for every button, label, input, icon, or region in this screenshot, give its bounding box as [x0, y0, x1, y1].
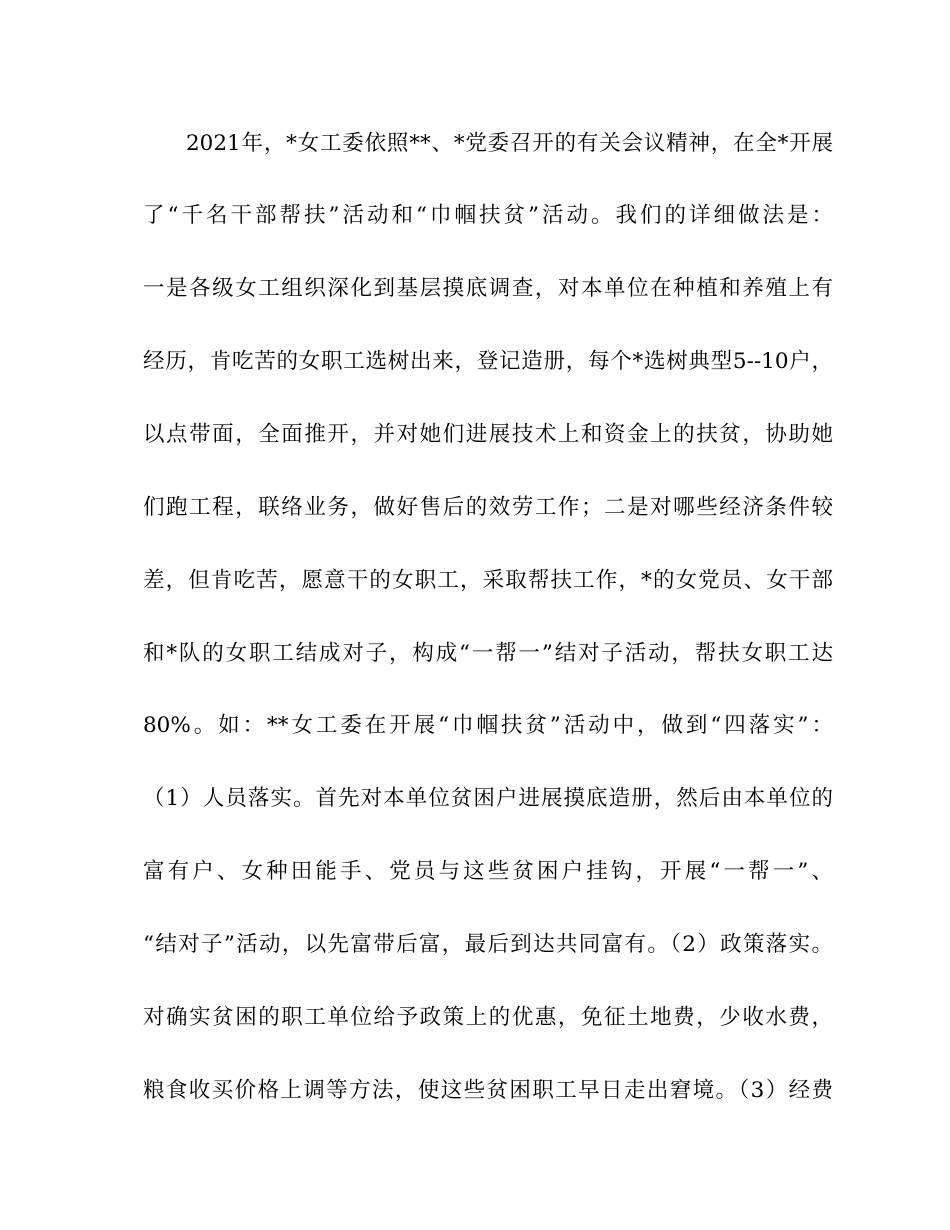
paragraph-line-11: 富有户、女种田能手、党员与这些贫困户挂钩，开展“一帮一”、	[143, 859, 833, 884]
paragraph-line-2: 了“千名干部帮扶”活动和“巾帼扶贫”活动。我们的详细做法是：	[143, 203, 833, 228]
paragraph-line-6: 们跑工程，联络业务，做好售后的效劳工作；二是对哪些经济条件较	[143, 495, 833, 520]
paragraph-line-5: 以点带面，全面推开，并对她们进展技术上和资金上的扶贫，协助她	[143, 422, 833, 447]
paragraph-line-10: （1）人员落实。首先对本单位贫困户进展摸底造册，然后由本单位的	[143, 786, 833, 811]
paragraph-line-14: 粮食收买价格上调等方法，使这些贫困职工早日走出窘境。（3）经费	[143, 1078, 833, 1103]
paragraph-line-8: 和*队的女职工结成对子，构成“一帮一”结对子活动，帮扶女职工达	[143, 641, 833, 666]
paragraph-line-13: 对确实贫困的职工单位给予政策上的优惠，免征土地费，少收水费，	[143, 1005, 833, 1030]
paragraph-line-12: “结对子”活动，以先富带后富，最后到达共同富有。（2）政策落实。	[143, 932, 833, 957]
paragraph-line-4: 经历，肯吃苦的女职工选树出来，登记造册，每个*选树典型5--10户，	[143, 349, 833, 374]
paragraph-line-3: 一是各级女工组织深化到基层摸底调查，对本单位在种植和养殖上有	[143, 276, 833, 301]
paragraph-line-1: 2021年，*女工委依照**、*党委召开的有关会议精神，在全*开展	[186, 131, 833, 156]
paragraph-line-9: 80%。如：**女工委在开展“巾帼扶贫”活动中，做到“四落实”：	[143, 713, 833, 738]
paragraph-line-7: 差，但肯吃苦，愿意干的女职工，采取帮扶工作，*的女党员、女干部	[143, 568, 833, 593]
